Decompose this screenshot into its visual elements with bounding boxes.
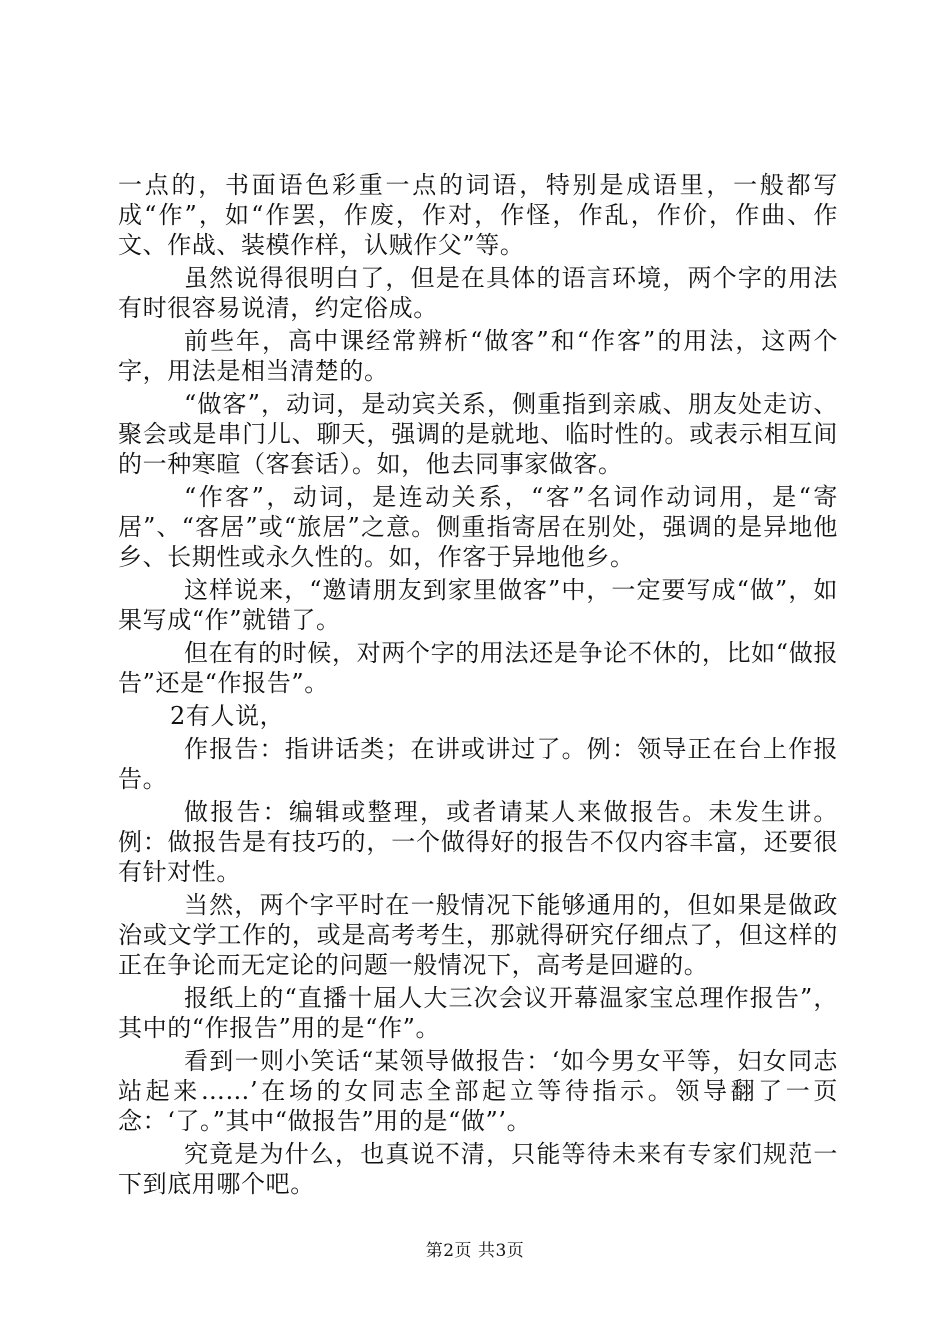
- paragraph-2: 虽然说得很明白了，但是在具体的语言环境，两个字的用法有时很容易说清，约定俗成。: [118, 264, 838, 322]
- paragraph-14: 究竟是为什么，也真说不清，只能等待未来有专家们规范一下到底用哪个吧。: [118, 1140, 838, 1198]
- paragraph-11: 当然，两个字平时在一般情况下能够通用的，但如果是做政治或文学工作的，或是高考考生，那就得研究仔细点了，但这样的正在争论而无定论的问题一般情况下，高考是回避的。: [118, 891, 838, 979]
- paragraph-10: 做报告：编辑或整理，或者请某人来做报告。未发生讲。例：做报告是有技巧的，一个做得好的报告不仅内容丰富，还要很有针对性。: [118, 798, 838, 886]
- body-text: [118, 170, 838, 1202]
- paragraph-13: 看到一则小笑话“某领导做报告：‘如今男女平等，妇女同志站起来……’在场的女同志全部起立等待指示。领导翻了一页念：‘了。”其中“做报告”用的是“做”’。: [118, 1047, 838, 1135]
- paragraph-7: 但在有的时候，对两个字的用法还是争论不休的，比如“做报告”还是“作报告”。: [118, 639, 838, 697]
- paragraph-12: 报纸上的“直播十届人大三次会议开幕温家宝总理作报告”，其中的“作报告”用的是“作”。: [118, 984, 838, 1042]
- paragraph-3: 前些年，高中课经常辨析“做客”和“作客”的用法，这两个字，用法是相当清楚的。: [118, 327, 838, 385]
- paragraph-8: 2有人说，: [170, 702, 285, 730]
- paragraph-1: 一点的，书面语色彩重一点的词语，特别是成语里，一般都写成“作”，如“作罢，作废，作对，作怪，作乱，作价，作曲、作文、作战、装模作样，认贼作父”等。: [118, 171, 838, 259]
- paragraph-9: 作报告：指讲话类；在讲或讲过了。例：领导正在台上作报告。: [118, 735, 838, 793]
- paragraph-6: 这样说来，“邀请朋友到家里做客”中，一定要写成“做”，如果写成“作”就错了。: [118, 576, 838, 634]
- page-footer: 第2页 共3页: [425, 1241, 525, 1261]
- paragraph-5: “作客”，动词，是连动关系，“客”名词作动词用，是“寄居”、“客居”或“旅居”之意。侧重指寄居在别处，强调的是异地他乡、长期性或永久性的。如，作客于异地他乡。: [118, 483, 838, 571]
- paragraph-4: “做客”，动词，是动宾关系，侧重指到亲戚、朋友处走访、聚会或是串门儿、聊天，强调的是就地、临时性的。或表示相互间的一种寒暄（客套话）。如，他去同事家做客。: [118, 390, 838, 478]
